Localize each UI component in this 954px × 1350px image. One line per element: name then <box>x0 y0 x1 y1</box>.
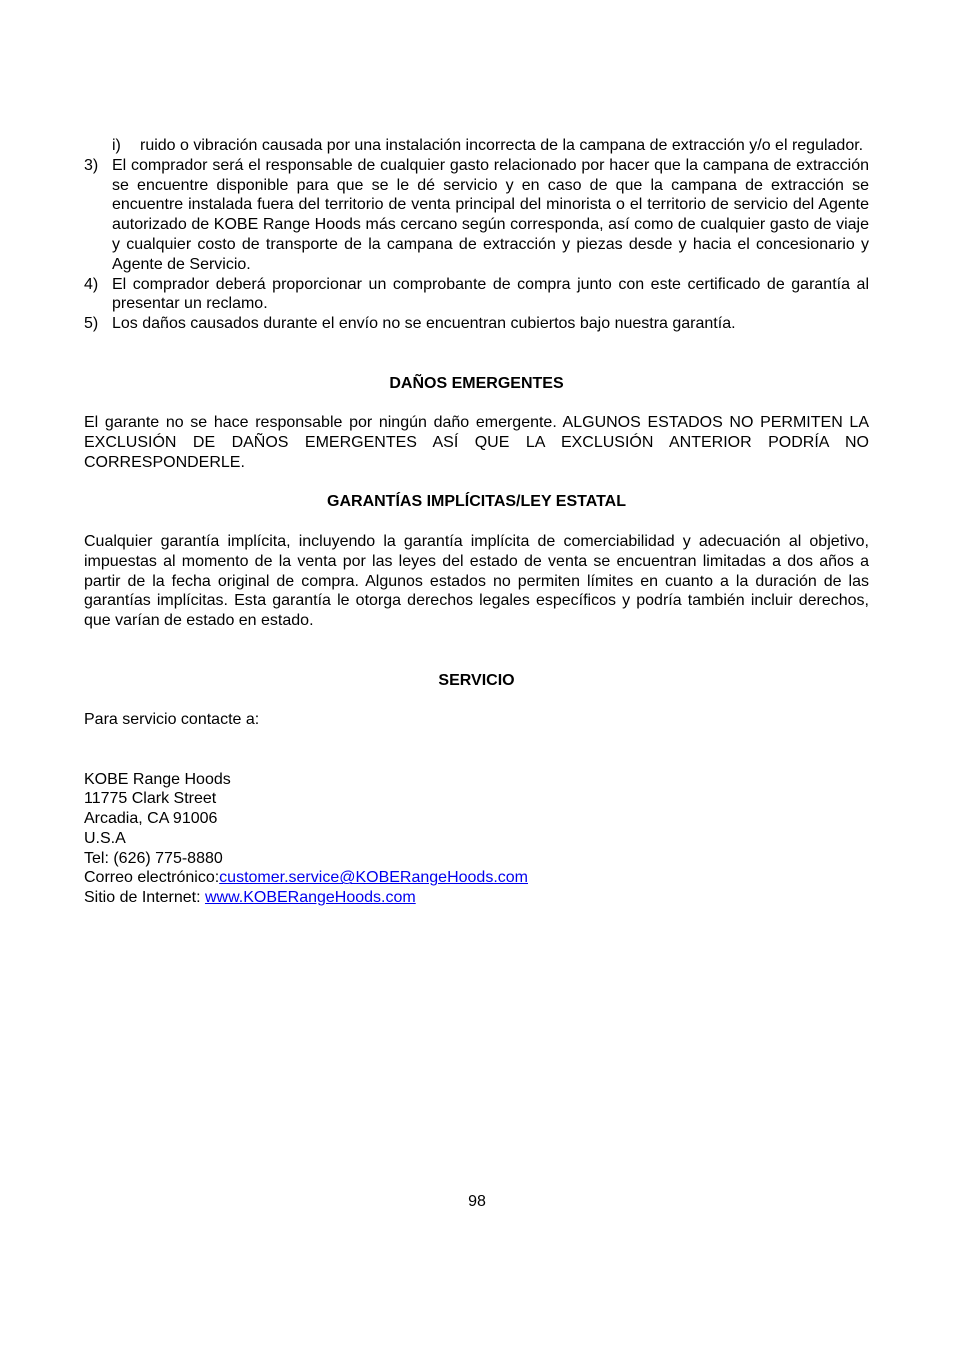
list-item-text: El comprador deberá proporcionar un comprobante de compra junto con este certificado de garantía al presentar un reclamo. <box>112 275 869 313</box>
list-item-text: ruido o vibración causada por una instalación incorrecta de la campana de extracción y/o el regulador. <box>140 137 864 154</box>
list-item-text: El comprador será el responsable de cualquier gasto relacionado por hacer que la campana de extracción se encuentre disponible para que se le dé servicio y en caso de que la campana de extracción se encuentre instalada fuera del territorio de venta principal del minorista o el territorio de servicio del Agente autorizado de KOBE Range Hoods más cercano según corresponda, así como de cualquier gasto de viaje y cualquier costo de transporte de la campana de extracción y piezas desde y hacia el concesionario y Agente de Servicio. <box>112 156 869 273</box>
list-marker: 3) <box>84 156 99 174</box>
list-item-text: Los daños causados durante el envío no se encuentran cubiertos bajo nuestra garantía. <box>112 315 736 333</box>
list-marker: 4) <box>84 275 99 293</box>
website-link[interactable]: www.KOBERangeHoods.com <box>204 889 416 907</box>
page-number: 98 <box>468 1193 486 1210</box>
address-web-line <box>84 888 869 908</box>
address-street: 11775 Clark Street <box>84 790 217 808</box>
heading-consequential-damages: DAÑOS EMERGENTES <box>389 374 564 392</box>
heading-service: SERVICIO <box>438 671 515 689</box>
list-marker: 5) <box>84 315 99 333</box>
list-item-3 <box>84 156 869 275</box>
list-item-5 <box>84 314 869 334</box>
paragraph-service-intro: Para servicio contacte a: <box>84 711 260 729</box>
email-label: Correo electrónico: <box>84 869 220 887</box>
paragraph-consequential-damages: El garante no se hace responsable por ningún daño emergente. ALGUNOS ESTADOS NO PERMITEN LA EXCLUSIÓN DE DAÑOS EMERGENTES ASÍ QUE LA EXCLUSIÓN ANTERIOR PODRÍA NO CORRESPONDERLE. <box>84 414 869 471</box>
list-marker: i) <box>112 137 121 154</box>
list-sub-item-i <box>84 136 869 156</box>
web-label: Sitio de Internet: <box>84 889 205 907</box>
email-link[interactable]: customer.service@KOBERangeHoods.com <box>219 869 528 887</box>
address-phone: Tel: (626) 775-8880 <box>84 849 223 867</box>
address-country: U.S.A <box>84 829 126 847</box>
document-body <box>84 136 869 908</box>
address-company: KOBE Range Hoods <box>84 770 231 788</box>
paragraph-implied-warranties: Cualquier garantía implícita, incluyendo la garantía implícita de comerciabilidad y adecuación al objetivo, impuestas al momento de la venta por las leyes del estado de venta se encuentran limitadas a dos años a partir de la fecha original de compra. Algunos estados no permiten límites en cuanto a la duración de las garantías implícitas. Esta garantía le otorga derechos legales específicos y podría también incluir derechos, que varían de estado en estado. <box>84 532 869 630</box>
heading-implied-warranties: GARANTÍAS IMPLÍCITAS/LEY ESTATAL <box>327 493 626 511</box>
address-city: Arcadia, CA 91006 <box>84 810 218 828</box>
list-item-4 <box>84 275 869 315</box>
address-email-line <box>84 868 869 888</box>
contact-address <box>84 770 869 909</box>
